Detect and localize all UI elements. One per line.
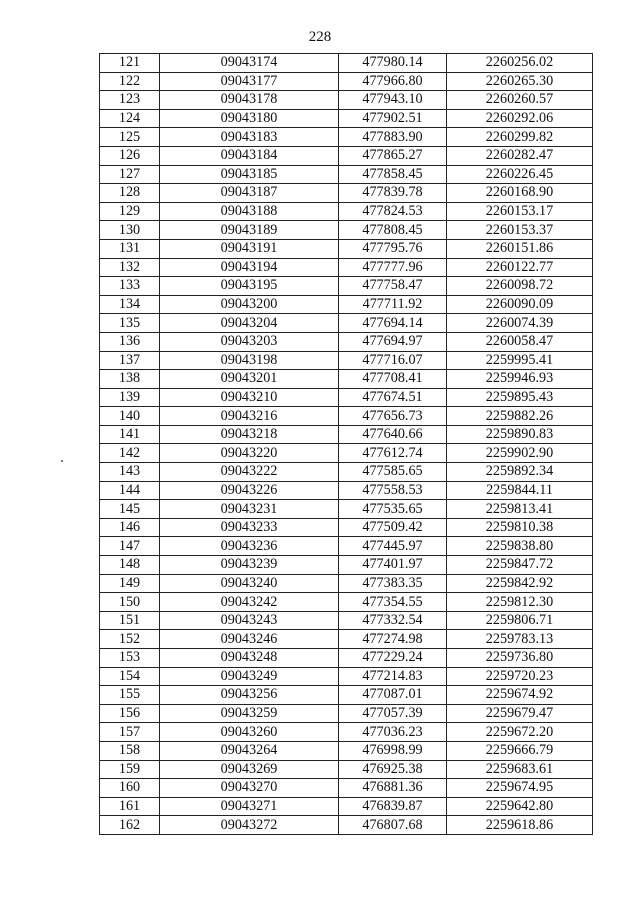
- table-row: [100, 54, 593, 73]
- x-coordinate-cell: 477354.55: [339, 593, 447, 612]
- table-row: [100, 463, 593, 482]
- point-id-cell: 09043194: [160, 258, 339, 277]
- row-index-cell: 152: [100, 630, 160, 649]
- y-coordinate-cell: 2259844.11: [447, 481, 593, 500]
- row-index-cell: 123: [100, 91, 160, 110]
- x-coordinate-cell: 477214.83: [339, 667, 447, 686]
- point-id-cell: 09043200: [160, 295, 339, 314]
- x-coordinate-cell: 477656.73: [339, 407, 447, 426]
- point-id-cell: 09043240: [160, 574, 339, 593]
- row-index-cell: 159: [100, 760, 160, 779]
- y-coordinate-cell: 2259806.71: [447, 611, 593, 630]
- row-index-cell: 133: [100, 277, 160, 296]
- y-coordinate-cell: 2260153.37: [447, 221, 593, 240]
- point-id-cell: 09043269: [160, 760, 339, 779]
- row-index-cell: 154: [100, 667, 160, 686]
- y-coordinate-cell: 2260265.30: [447, 72, 593, 91]
- table-row: [100, 779, 593, 798]
- row-index-cell: 136: [100, 332, 160, 351]
- coordinates-table-body: [100, 54, 593, 835]
- y-coordinate-cell: 2259892.34: [447, 463, 593, 482]
- stray-dot: [61, 460, 63, 462]
- table-row: [100, 351, 593, 370]
- table-row: [100, 686, 593, 705]
- y-coordinate-cell: 2259674.92: [447, 686, 593, 705]
- x-coordinate-cell: 477585.65: [339, 463, 447, 482]
- y-coordinate-cell: 2260058.47: [447, 332, 593, 351]
- point-id-cell: 09043184: [160, 146, 339, 165]
- y-coordinate-cell: 2259895.43: [447, 388, 593, 407]
- table-row: [100, 723, 593, 742]
- row-index-cell: 157: [100, 723, 160, 742]
- x-coordinate-cell: 477535.65: [339, 500, 447, 519]
- row-index-cell: 158: [100, 741, 160, 760]
- y-coordinate-cell: 2259812.30: [447, 593, 593, 612]
- point-id-cell: 09043233: [160, 518, 339, 537]
- x-coordinate-cell: 477640.66: [339, 425, 447, 444]
- point-id-cell: 09043272: [160, 816, 339, 835]
- table-row: [100, 556, 593, 575]
- row-index-cell: 149: [100, 574, 160, 593]
- table-row: [100, 128, 593, 147]
- table-row: [100, 649, 593, 668]
- table-row: [100, 500, 593, 519]
- y-coordinate-cell: 2259946.93: [447, 370, 593, 389]
- table-row: [100, 760, 593, 779]
- point-id-cell: 09043242: [160, 593, 339, 612]
- table-row: [100, 202, 593, 221]
- row-index-cell: 122: [100, 72, 160, 91]
- y-coordinate-cell: 2259679.47: [447, 704, 593, 723]
- table-row: [100, 816, 593, 835]
- y-coordinate-cell: 2259890.83: [447, 425, 593, 444]
- row-index-cell: 146: [100, 518, 160, 537]
- y-coordinate-cell: 2259674.95: [447, 779, 593, 798]
- point-id-cell: 09043271: [160, 797, 339, 816]
- row-index-cell: 129: [100, 202, 160, 221]
- point-id-cell: 09043188: [160, 202, 339, 221]
- row-index-cell: 139: [100, 388, 160, 407]
- x-coordinate-cell: 476998.99: [339, 741, 447, 760]
- table-row: [100, 425, 593, 444]
- point-id-cell: 09043177: [160, 72, 339, 91]
- x-coordinate-cell: 477716.07: [339, 351, 447, 370]
- y-coordinate-cell: 2259847.72: [447, 556, 593, 575]
- y-coordinate-cell: 2259618.86: [447, 816, 593, 835]
- table-row: [100, 295, 593, 314]
- y-coordinate-cell: 2260299.82: [447, 128, 593, 147]
- row-index-cell: 161: [100, 797, 160, 816]
- point-id-cell: 09043259: [160, 704, 339, 723]
- point-id-cell: 09043195: [160, 277, 339, 296]
- table-row: [100, 667, 593, 686]
- table-row: [100, 407, 593, 426]
- x-coordinate-cell: 477401.97: [339, 556, 447, 575]
- x-coordinate-cell: 477036.23: [339, 723, 447, 742]
- x-coordinate-cell: 477865.27: [339, 146, 447, 165]
- point-id-cell: 09043191: [160, 239, 339, 258]
- row-index-cell: 145: [100, 500, 160, 519]
- x-coordinate-cell: 477980.14: [339, 54, 447, 73]
- point-id-cell: 09043231: [160, 500, 339, 519]
- x-coordinate-cell: 477229.24: [339, 649, 447, 668]
- table-row: [100, 72, 593, 91]
- y-coordinate-cell: 2259683.61: [447, 760, 593, 779]
- row-index-cell: 160: [100, 779, 160, 798]
- point-id-cell: 09043260: [160, 723, 339, 742]
- row-index-cell: 140: [100, 407, 160, 426]
- table-row: [100, 537, 593, 556]
- point-id-cell: 09043180: [160, 109, 339, 128]
- table-row: [100, 630, 593, 649]
- y-coordinate-cell: 2260282.47: [447, 146, 593, 165]
- x-coordinate-cell: 477902.51: [339, 109, 447, 128]
- y-coordinate-cell: 2259995.41: [447, 351, 593, 370]
- table-row: [100, 221, 593, 240]
- row-index-cell: 127: [100, 165, 160, 184]
- row-index-cell: 135: [100, 314, 160, 333]
- point-id-cell: 09043185: [160, 165, 339, 184]
- point-id-cell: 09043216: [160, 407, 339, 426]
- y-coordinate-cell: 2259783.13: [447, 630, 593, 649]
- x-coordinate-cell: 477708.41: [339, 370, 447, 389]
- x-coordinate-cell: 477445.97: [339, 537, 447, 556]
- x-coordinate-cell: 477777.96: [339, 258, 447, 277]
- row-index-cell: 155: [100, 686, 160, 705]
- table-row: [100, 332, 593, 351]
- x-coordinate-cell: 476807.68: [339, 816, 447, 835]
- table-row: [100, 277, 593, 296]
- point-id-cell: 09043210: [160, 388, 339, 407]
- table-row: [100, 146, 593, 165]
- row-index-cell: 132: [100, 258, 160, 277]
- row-index-cell: 125: [100, 128, 160, 147]
- x-coordinate-cell: 476881.36: [339, 779, 447, 798]
- point-id-cell: 09043203: [160, 332, 339, 351]
- x-coordinate-cell: 477943.10: [339, 91, 447, 110]
- table-row: [100, 518, 593, 537]
- table-row: [100, 444, 593, 463]
- table-row: [100, 258, 593, 277]
- x-coordinate-cell: 477383.35: [339, 574, 447, 593]
- y-coordinate-cell: 2259720.23: [447, 667, 593, 686]
- point-id-cell: 09043178: [160, 91, 339, 110]
- y-coordinate-cell: 2259902.90: [447, 444, 593, 463]
- y-coordinate-cell: 2259642.80: [447, 797, 593, 816]
- y-coordinate-cell: 2260074.39: [447, 314, 593, 333]
- x-coordinate-cell: 477858.45: [339, 165, 447, 184]
- x-coordinate-cell: 477711.92: [339, 295, 447, 314]
- point-id-cell: 09043189: [160, 221, 339, 240]
- row-index-cell: 138: [100, 370, 160, 389]
- row-index-cell: 151: [100, 611, 160, 630]
- table-row: [100, 574, 593, 593]
- table-row: [100, 109, 593, 128]
- x-coordinate-cell: 477558.53: [339, 481, 447, 500]
- x-coordinate-cell: 477824.53: [339, 202, 447, 221]
- x-coordinate-cell: 476839.87: [339, 797, 447, 816]
- row-index-cell: 147: [100, 537, 160, 556]
- row-index-cell: 141: [100, 425, 160, 444]
- x-coordinate-cell: 477694.14: [339, 314, 447, 333]
- x-coordinate-cell: 477087.01: [339, 686, 447, 705]
- point-id-cell: 09043198: [160, 351, 339, 370]
- x-coordinate-cell: 477883.90: [339, 128, 447, 147]
- point-id-cell: 09043218: [160, 425, 339, 444]
- y-coordinate-cell: 2260260.57: [447, 91, 593, 110]
- point-id-cell: 09043174: [160, 54, 339, 73]
- x-coordinate-cell: 477694.97: [339, 332, 447, 351]
- y-coordinate-cell: 2259813.41: [447, 500, 593, 519]
- coordinates-table: [99, 53, 593, 835]
- x-coordinate-cell: 477612.74: [339, 444, 447, 463]
- table-row: [100, 741, 593, 760]
- point-id-cell: 09043236: [160, 537, 339, 556]
- y-coordinate-cell: 2260151.86: [447, 239, 593, 258]
- y-coordinate-cell: 2259810.38: [447, 518, 593, 537]
- point-id-cell: 09043201: [160, 370, 339, 389]
- x-coordinate-cell: 477808.45: [339, 221, 447, 240]
- row-index-cell: 121: [100, 54, 160, 73]
- y-coordinate-cell: 2259672.20: [447, 723, 593, 742]
- y-coordinate-cell: 2260168.90: [447, 184, 593, 203]
- table-row: [100, 91, 593, 110]
- point-id-cell: 09043220: [160, 444, 339, 463]
- point-id-cell: 09043183: [160, 128, 339, 147]
- y-coordinate-cell: 2260226.45: [447, 165, 593, 184]
- y-coordinate-cell: 2259838.80: [447, 537, 593, 556]
- point-id-cell: 09043270: [160, 779, 339, 798]
- row-index-cell: 124: [100, 109, 160, 128]
- y-coordinate-cell: 2260122.77: [447, 258, 593, 277]
- x-coordinate-cell: 477839.78: [339, 184, 447, 203]
- row-index-cell: 128: [100, 184, 160, 203]
- x-coordinate-cell: 476925.38: [339, 760, 447, 779]
- table-row: [100, 704, 593, 723]
- table-row: [100, 184, 593, 203]
- table-row: [100, 611, 593, 630]
- x-coordinate-cell: 477758.47: [339, 277, 447, 296]
- y-coordinate-cell: 2260090.09: [447, 295, 593, 314]
- y-coordinate-cell: 2259842.92: [447, 574, 593, 593]
- row-index-cell: 131: [100, 239, 160, 258]
- point-id-cell: 09043239: [160, 556, 339, 575]
- y-coordinate-cell: 2259882.26: [447, 407, 593, 426]
- point-id-cell: 09043187: [160, 184, 339, 203]
- row-index-cell: 142: [100, 444, 160, 463]
- row-index-cell: 137: [100, 351, 160, 370]
- row-index-cell: 148: [100, 556, 160, 575]
- page-number: 228: [308, 29, 332, 45]
- point-id-cell: 09043264: [160, 741, 339, 760]
- y-coordinate-cell: 2260256.02: [447, 54, 593, 73]
- point-id-cell: 09043222: [160, 463, 339, 482]
- table-row: [100, 593, 593, 612]
- y-coordinate-cell: 2260292.06: [447, 109, 593, 128]
- table-row: [100, 314, 593, 333]
- row-index-cell: 153: [100, 649, 160, 668]
- point-id-cell: 09043248: [160, 649, 339, 668]
- x-coordinate-cell: 477795.76: [339, 239, 447, 258]
- x-coordinate-cell: 477966.80: [339, 72, 447, 91]
- row-index-cell: 156: [100, 704, 160, 723]
- point-id-cell: 09043249: [160, 667, 339, 686]
- table-row: [100, 388, 593, 407]
- row-index-cell: 143: [100, 463, 160, 482]
- row-index-cell: 134: [100, 295, 160, 314]
- table-row: [100, 797, 593, 816]
- x-coordinate-cell: 477509.42: [339, 518, 447, 537]
- table-row: [100, 165, 593, 184]
- row-index-cell: 126: [100, 146, 160, 165]
- point-id-cell: 09043243: [160, 611, 339, 630]
- point-id-cell: 09043246: [160, 630, 339, 649]
- table-row: [100, 239, 593, 258]
- x-coordinate-cell: 477274.98: [339, 630, 447, 649]
- row-index-cell: 150: [100, 593, 160, 612]
- x-coordinate-cell: 477057.39: [339, 704, 447, 723]
- row-index-cell: 130: [100, 221, 160, 240]
- y-coordinate-cell: 2260098.72: [447, 277, 593, 296]
- point-id-cell: 09043256: [160, 686, 339, 705]
- y-coordinate-cell: 2260153.17: [447, 202, 593, 221]
- row-index-cell: 144: [100, 481, 160, 500]
- y-coordinate-cell: 2259736.80: [447, 649, 593, 668]
- table-row: [100, 481, 593, 500]
- table-row: [100, 370, 593, 389]
- point-id-cell: 09043226: [160, 481, 339, 500]
- point-id-cell: 09043204: [160, 314, 339, 333]
- y-coordinate-cell: 2259666.79: [447, 741, 593, 760]
- x-coordinate-cell: 477332.54: [339, 611, 447, 630]
- x-coordinate-cell: 477674.51: [339, 388, 447, 407]
- row-index-cell: 162: [100, 816, 160, 835]
